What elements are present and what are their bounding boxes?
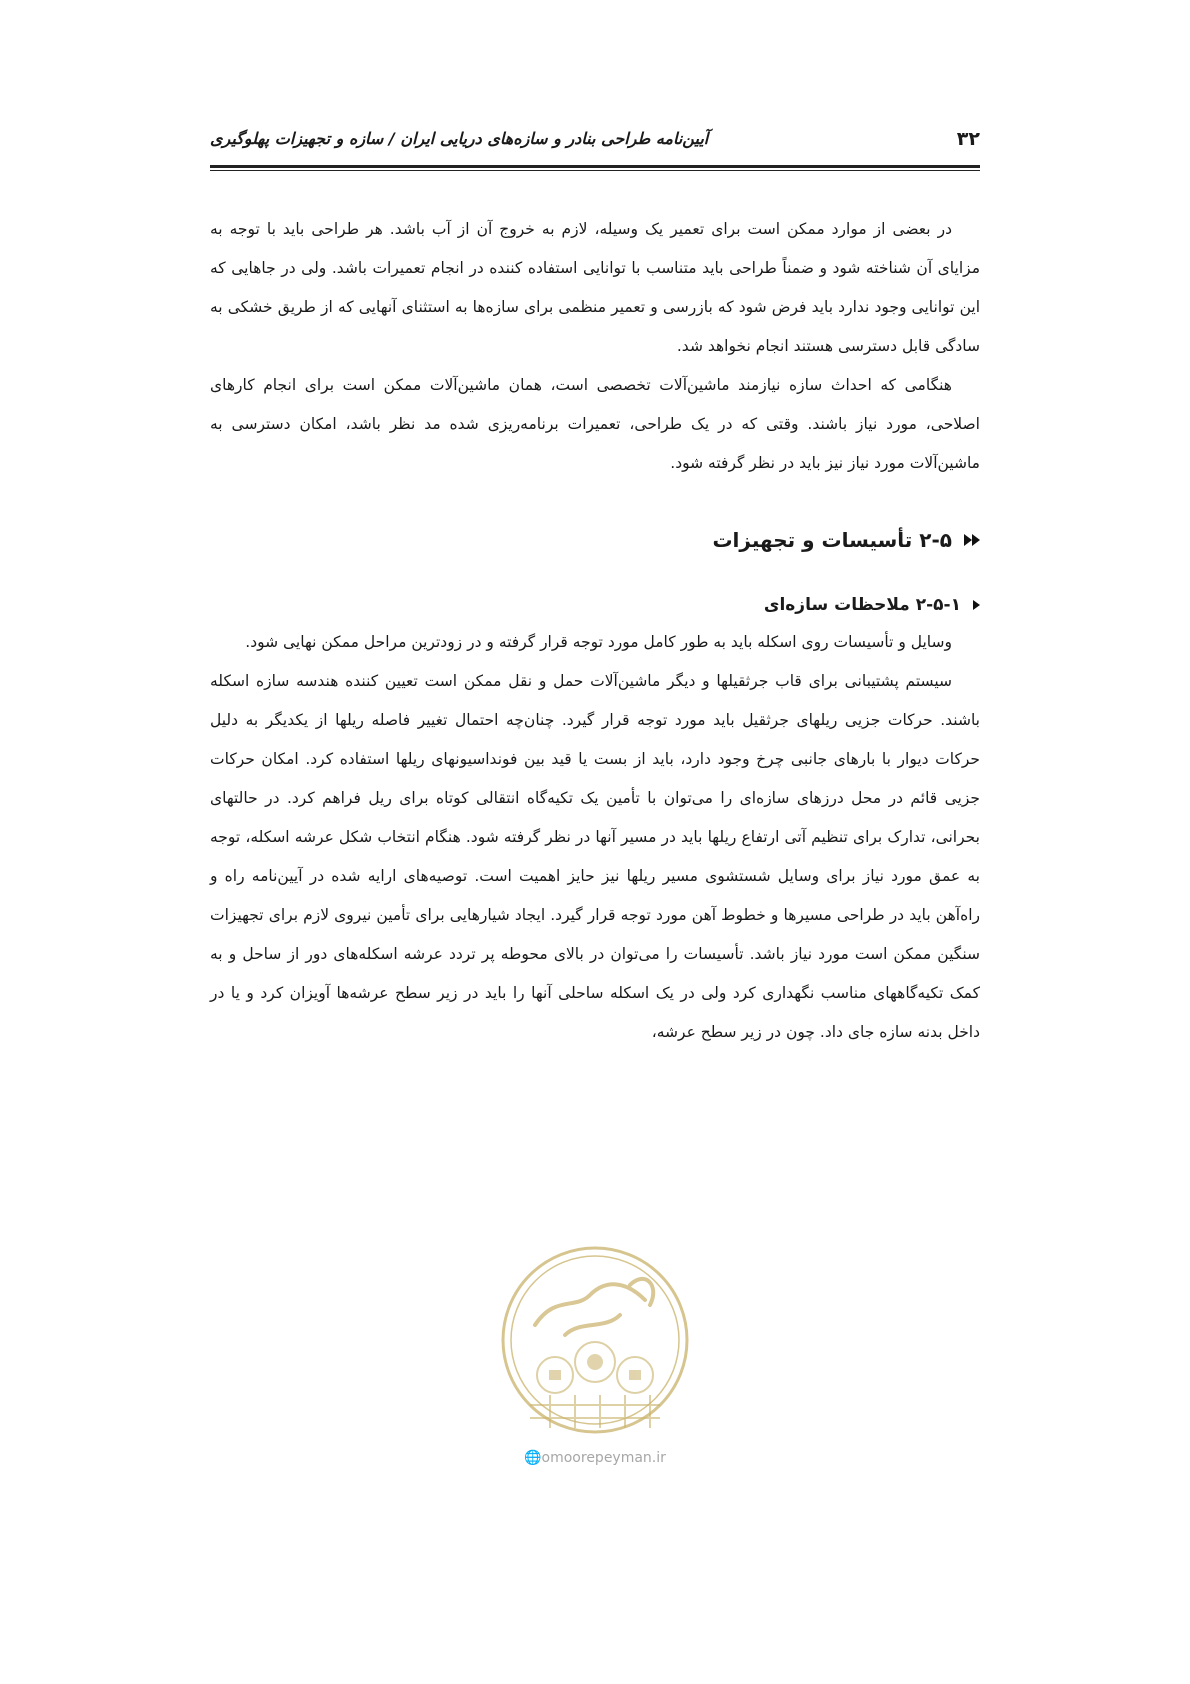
paragraph: هنگامی که احداث سازه نیازمند ماشین‌آلات تخصصی است، همان ماشین‌آلات ممکن است برای انجام کارهای اصلاحی، مورد نیاز باشند. وقتی که در یک طراحی، تعمیرات برنامه‌ریزی شده مد نظر باشد، امکان دسترسی به ماشین‌آلات مورد نیاز نیز باید در نظر گرفته شود. [210,376,980,472]
watermark-site-text: omoorepeyman.ir [541,1450,666,1466]
header-rule [210,165,980,168]
page-content [210,210,980,1052]
section-heading-text: ۲-۵ تأسیسات و تجهیزات [712,528,952,552]
header-rule-thin [210,170,980,171]
double-triangle-bullet-icon [964,534,980,546]
triangle-bullet-icon [973,600,980,610]
globe-icon: 🌐 [524,1450,542,1466]
watermark-logo-icon [495,1240,695,1440]
paragraph: در بعضی از موارد ممکن است برای تعمیر یک وسیله، لازم به خروج آن از آب باشد. هر طراحی باید با توجه به مزایای آن شناخته شود و ضمناً طراحی باید متناسب با توانایی استفاده کننده در انجام تعمیرات باشد. ولی در جاهایی که این توانایی وجود ندارد باید فرض شود که بازرسی و تعمیر منظمی برای سازه‌ها به استثنای آنهایی که از طریق خشکی به سادگی قابل دسترسی هستند انجام نخواهد شد. [210,220,980,355]
running-header [210,128,980,162]
subsection-heading-text: ۲-۵-۱ ملاحظات سازه‌ای [763,595,961,615]
page-number: ۳۲ [956,128,980,150]
paragraph: سیستم پشتیبانی برای قاب جرثقیلها و دیگر ماشین‌آلات حمل و نقل ممکن است تعیین کننده هندسه سازه اسکله باشند. حرکات جزیی ریلهای جرثقیل باید مورد توجه قرار گیرد. چنان‌چه احتمال تغییر فاصله ریلها از یکدیگر به دلیل حرکات دیوار با بارهای جانبی چرخ وجود دارد، باید از بست یا قید بین فونداسیونهای ریلها استفاده کرد. امکان حرکات جزیی قائم در محل درزهای سازه‌ای را می‌توان با تأمین یک تکیه‌گاه انتقالی کوتاه برای ریل فراهم کرد. در حالتهای بحرانی، تدارک برای تنظیم آتی ارتفاع ریلها باید در مسیر آنها در نظر گرفته شود. هنگام انتخاب شکل عرشه اسکله، توجه به عمق مورد نیاز برای وسایل شستشوی مسیر ریلها نیز حایز اهمیت است. توصیه‌های ارایه شده در آیین‌نامه راه و راه‌آهن باید در طراحی مسیرها و خطوط آهن مورد توجه قرار گیرد. ایجاد شیارهایی برای تأمین نیروی لازم برای تجهیزات سنگین ممکن است مورد نیاز باشد. تأسیسات را می‌توان در بالای محوطه پر تردد عرشه اسکله‌های دور از ساحل و به کمک تکیه‌گاههای مناسب نگهداری کرد ولی در یک اسکله ساحلی آنها را باید در زیر سطح عرشه‌ها آویزان کرد و یا در داخل بدنه سازه جای داد. چون در زیر سطح عرشه، [210,672,980,1041]
paragraph: وسایل و تأسیسات روی اسکله باید به طور کامل مورد توجه قرار گرفته و در زودترین مراحل ممکن نهایی شود. [245,633,952,651]
section-heading [210,513,980,567]
watermark-site [490,1450,700,1466]
running-title: آیین‌نامه طراحی بنادر و سازه‌های دریایی ایران / سازه و تجهیزات پهلوگیری [210,129,709,148]
subsection-heading [210,587,980,623]
